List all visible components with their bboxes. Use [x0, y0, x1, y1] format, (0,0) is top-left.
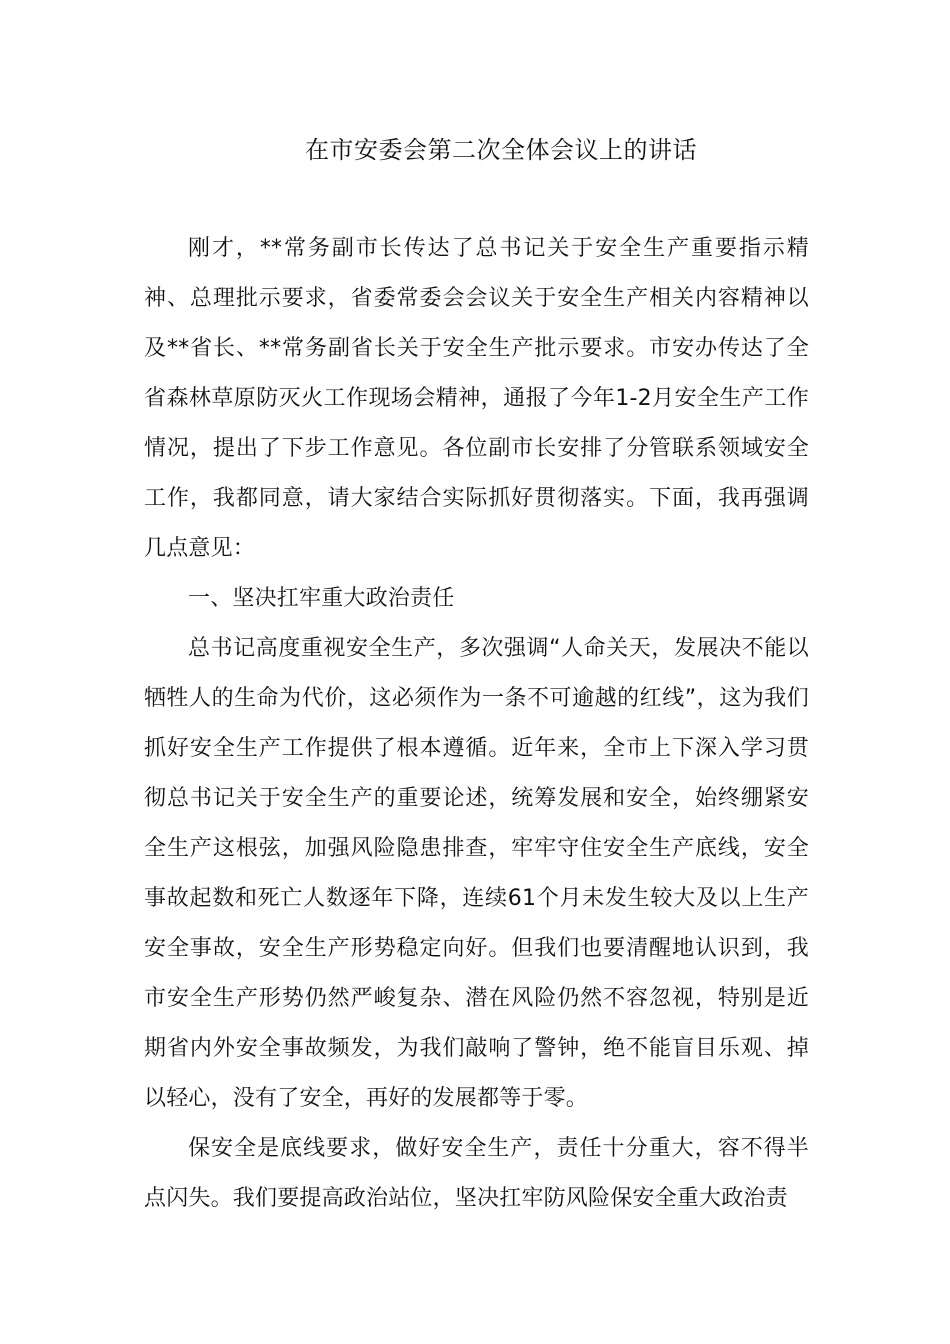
document-body	[144, 224, 809, 1224]
page-title: 在市安委会第二次全体会议上的讲话	[305, 136, 697, 164]
paragraph-section-1: 总书记高度重视安全生产，多次强调“人命关天，发展决不能以牺牲人的生命为代价，这必须作为一条不可逾越的红线”，这为我们抓好安全生产工作提供了根本遵循。近年来，全市上下深入学习贯彻总书记关于安全生产的重要论述，统筹发展和安全，始终绷紧安全生产这根弦，加强风险隐患排查，牢牢守住安全生产底线，安全事故起数和死亡人数逐年下降，连续61个月未发生较大及以上生产安全事故，安全生产形势稳定向好。但我们也要清醒地认识到，我市安全生产形势仍然严峻复杂、潜在风险仍然不容忽视，特别是近期省内外安全事故频发，为我们敲响了警钟，绝不能盲目乐观、掉以轻心，没有了安全，再好的发展都等于零。	[144, 636, 809, 1111]
section-heading-1: 一、坚决扛牢重大政治责任	[188, 586, 455, 611]
paragraph-intro: 刚才，**常务副市长传达了总书记关于安全生产重要指示精神、总理批示要求，省委常委会会议关于安全生产相关内容精神以及**省长、**常务副省长关于安全生产批示要求。市安办传达了全省森林草原防灭火工作现场会精神，通报了今年1-2月安全生产工作情况，提出了下步工作意见。各位副市长安排了分管联系领域安全工作，我都同意，请大家结合实际抓好贯彻落实。下面，我再强调几点意见：	[144, 236, 809, 561]
paragraph-responsibility: 保安全是底线要求，做好安全生产，责任十分重大，容不得半点闪失。我们要提高政治站位，坚决扛牢防风险保安全重大政治责	[144, 1136, 809, 1211]
